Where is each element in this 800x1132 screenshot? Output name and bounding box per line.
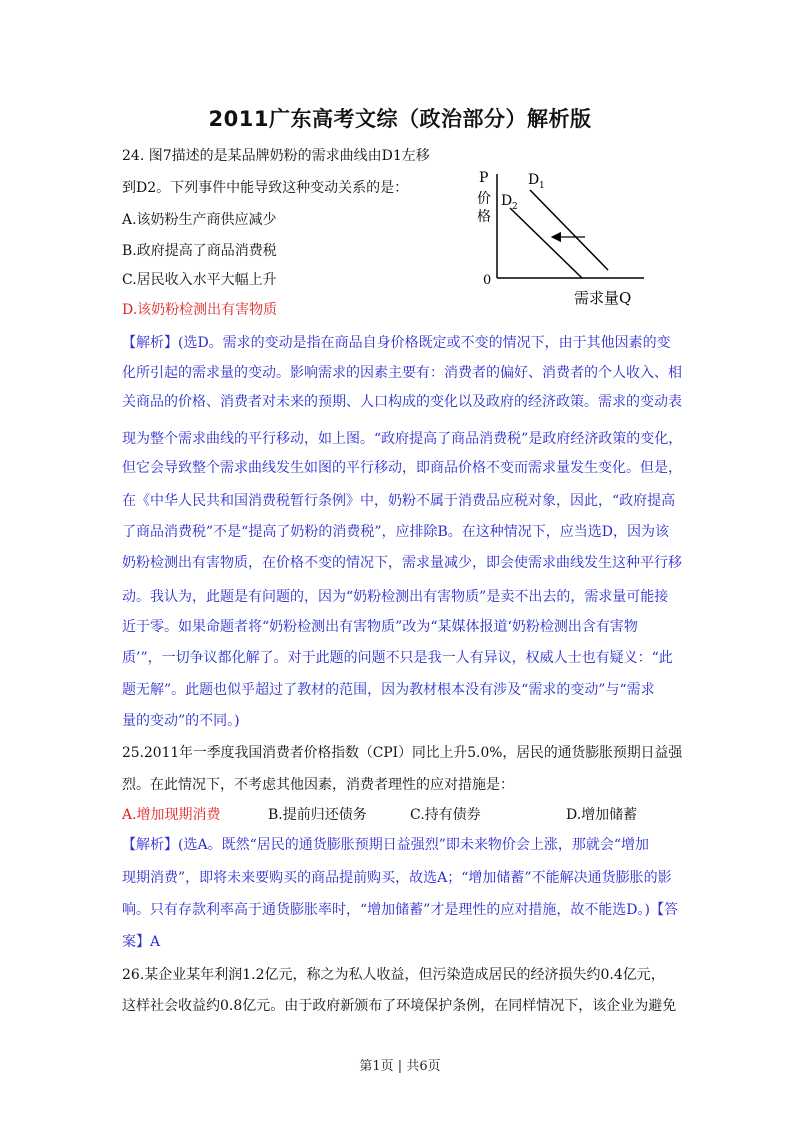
q24-analysis-line: 奶粉检测出有害物质，在价格不变的情况下，需求量减少，即会使需求曲线发生这种平行移	[122, 555, 682, 571]
q25-analysis-line: 现期消费”，即将未来要购买的商品提前购买，故选A；“增加储蓄”不能解决通货膨胀的影	[122, 870, 672, 886]
q24-analysis-line: 质’”，一切争议都化解了。对于此题的问题不只是我一人有异议，权威人士也有疑义：“此	[122, 650, 673, 666]
q24-option-b: B.政府提高了商品消费税	[122, 243, 277, 259]
q24-analysis-line: 量的变动”的不同。)	[122, 713, 240, 729]
d2-label: D	[501, 193, 513, 209]
q25-analysis-line: 【解析】(选A。既然“居民的通货膨胀预期日益强烈”即未来物价会上涨，那就会“增加	[122, 837, 650, 853]
x-label: 需求量Q	[574, 289, 632, 307]
y-label-price-2: 格	[477, 209, 491, 225]
d1-label: D	[528, 172, 540, 188]
q24-analysis-line: 题无解”。此题也似乎超过了教材的范围，因为教材根本没有涉及“需求的变动”与“需求	[122, 682, 655, 698]
q24-option-c: C.居民收入水平大幅上升	[122, 272, 277, 288]
q25-option-c: C.持有债券	[410, 807, 481, 823]
d1-curve	[530, 190, 608, 270]
q24-analysis-line: 化所引起的需求量的变动。影响需求的因素主要有：消费者的偏好、消费者的个人收入、相	[122, 365, 682, 381]
y-label-p: P	[479, 170, 489, 186]
d1-subscript: 1	[539, 181, 545, 191]
q24-option-a: A.该奶粉生产商供应减少	[122, 212, 277, 228]
q25-option-d: D.增加储蓄	[566, 807, 638, 823]
q25-option-b: B.提前归还债务	[268, 807, 367, 823]
page-title: 2011广东高考文综（政治部分）解析版	[208, 107, 592, 131]
page-footer: 第1页 | 共6页	[359, 1059, 441, 1074]
q24-analysis-line: 但它会导致整个需求曲线发生如图的平行移动，即商品价格不变而需求量发生变化。但是，	[122, 460, 682, 476]
q25-analysis-line: 案】A	[122, 934, 161, 950]
q24-analysis-line: 【解析】(选D。需求的变动是指在商品自身价格既定或不变的情况下，由于其他因素的变	[122, 335, 671, 351]
q24-analysis-line: 动。我认为，此题是有问题的，因为“奶粉检测出有害物质”是卖不出去的，需求量可能接	[122, 589, 669, 605]
q24-analysis-line: 在《中华人民共和国消费税暂行条例》中，奶粉不属于消费品应税对象，因此，“政府提高	[122, 493, 676, 509]
q24-option-d-answer: D.该奶粉检测出有害物质	[122, 302, 278, 318]
q25-option-a-answer: A.增加现期消费	[122, 807, 221, 823]
d2-curve	[510, 208, 582, 278]
q25-stem-line-2: 烈。在此情况下，不考虑其他因素，消费者理性的应对措施是：	[122, 777, 514, 793]
q25-analysis-line: 响。只有存款利率高于通货膨胀率时，“增加储蓄”才是理性的应对措施，故不能选D。)【答	[122, 902, 678, 918]
demand-curve-figure	[470, 160, 660, 310]
q24-analysis-line: 现为整个需求曲线的平行移动，如上图。“政府提高了商品消费税”是政府经济政策的变化，	[122, 431, 683, 447]
d2-subscript: 2	[512, 202, 518, 212]
q24-analysis-line: 了商品消费税”不是“提高了奶粉的消费税”，应排除B。在这种情况下，应当选D，因为该	[122, 524, 669, 540]
origin-label: 0	[483, 273, 492, 288]
q24-stem-line-1: 24. 图7描述的是某品牌奶粉的需求曲线由D1左移	[122, 148, 430, 164]
q26-line-2: 这样社会收益约0.8亿元。由于政府新颁布了环境保护条例，在同样情况下，该企业为避免	[122, 998, 677, 1014]
q24-stem-line-2: 到D2。下列事件中能导致这种变动关系的是：	[122, 180, 409, 196]
q26-line-1: 26.某企业某年利润1.2亿元，称之为私人收益，但污染造成居民的经济损失约0.4亿元，	[122, 967, 665, 983]
q24-analysis-line: 近于零。如果命题者将“奶粉检测出有害物质”改为“某媒体报道‘奶粉检测出含有害物	[122, 619, 638, 635]
q25-stem-line-1: 25.2011年一季度我国消费者价格指数（CPI）同比上升5.0%，居民的通货膨胀预期日益强	[122, 745, 683, 761]
y-label-price-1: 价	[477, 191, 491, 207]
q24-analysis-line: 关商品的价格、消费者对未来的预期、人口构成的变化以及政府的经济政策。需求的变动表	[122, 394, 682, 410]
